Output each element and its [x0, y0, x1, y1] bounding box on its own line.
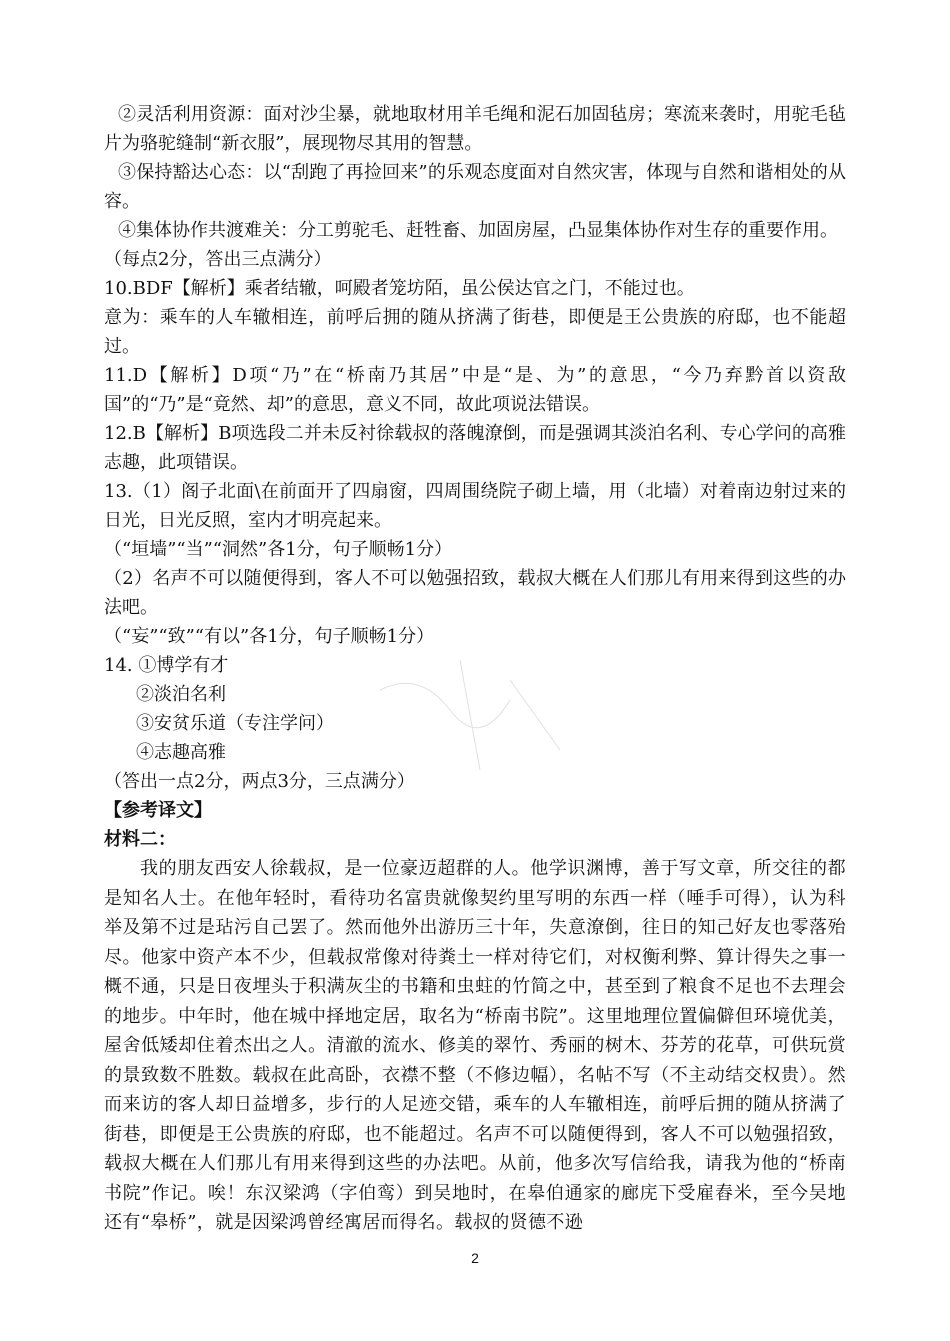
question-10-explanation: 意为：乘车的人车辙相连，前呼后拥的随从挤满了街巷，即便是王公贵族的府邸，也不能超过。 — [104, 307, 846, 357]
score-note: （每点2分，答出三点满分） — [104, 249, 332, 270]
answer-content — [104, 100, 846, 1238]
score-note: （答出一点2分，两点3分，三点满分） — [104, 771, 415, 792]
question-11-answer: 11.D【解析】D项“乃”在“桥南乃其居”中是“是、为”的意思，“今乃弃黔首以资敌国”的“乃”是“竟然、却”的意思，意义不同，故此项说法错误。 — [104, 365, 846, 415]
material-two-heading: 材料二： — [104, 829, 176, 850]
question-13-part1: 13.（1）阁子北面\在前面开了四扇窗，四周围绕院子砌上墙，用（北墙）对着南边射过来的日光，日光反照，室内才明亮起来。 — [104, 481, 846, 531]
score-note: （“妄”“致”“有以”各1分，句子顺畅1分） — [104, 626, 435, 647]
question-14-point: ③安贫乐道（专注学问） — [136, 713, 334, 734]
answer-line: ③保持豁达心态：以“刮跑了再捡回来”的乐观态度面对自然灾害，体现与自然和谐相处的从容。 — [104, 162, 846, 212]
translation-paragraph: 我的朋友西安人徐载叔，是一位豪迈超群的人。他学识渊博，善于写文章，所交往的都是知名人士。在他年轻时，看待功名富贵就像契约里写明的东西一样（唾手可得），认为科举及第不过是玷污自己罢了。然而他外出游历三十年，失意潦倒，往日的知己好友也零落殆尽。他家中资产本不少，但载叔常像对待粪土一样对待它们，对权衡利弊、算计得失之事一概不通，只是日夜埋头于积满灰尘的书籍和虫蛀的竹简之中，甚至到了粮食不足也不去理会的地步。中年时，他在城中择地定居，取名为“桥南书院”。这里地理位置偏僻但环境优美，屋舍低矮却住着杰出之人。清澈的流水、修美的翠竹、秀丽的树木、芬芳的花草，可供玩赏的景致数不胜数。载叔在此高卧，衣襟不整（不修边幅），名帖不写（不主动结交权贵）。然而来访的客人却日益增多，步行的人足迹交错，乘车的人车辙相连，前呼后拥的随从挤满了街巷，即便是王公贵族的府邸，也不能超过。名声不可以随便得到，客人不可以勉强招致，载叔大概在人们那儿有用来得到这些的办法吧。从前，他多次写信给我，请我为他的“桥南书院”作记。唉！东汉梁鸿（字伯鸾）到吴地时，在皋伯通家的廊庑下受雇舂米，至今吴地还有“皋桥”，就是因梁鸿曾经寓居而得名。载叔的贤德不逊 — [104, 858, 846, 1233]
answer-line: ②灵活利用资源：面对沙尘暴，就地取材用羊毛绳和泥石加固毡房；寒流来袭时，用驼毛毡片为骆驼缝制“新衣服”，展现物尽其用的智慧。 — [104, 104, 846, 154]
question-14-point: ④志趣高雅 — [136, 742, 226, 763]
question-12-answer: 12.B【解析】B项选段二并未反衬徐载叔的落魄潦倒，而是强调其淡泊名利、专心学问的高雅志趣，此项错误。 — [104, 423, 846, 473]
question-14-answer: 14. ①博学有才 — [104, 655, 229, 676]
reference-translation-heading: 【参考译文】 — [104, 800, 212, 821]
page-number: 2 — [471, 1250, 479, 1266]
score-note: （“垣墙”“当”“洞然”各1分，句子顺畅1分） — [104, 539, 453, 560]
question-13-part2: （2）名声不可以随便得到，客人不可以勉强招致，载叔大概在人们那儿有用来得到这些的办法吧。 — [104, 568, 846, 618]
answer-line: ④集体协作共渡难关：分工剪驼毛、赶牲畜、加固房屋，凸显集体协作对生存的重要作用。 — [118, 220, 838, 241]
question-10-answer: 10.BDF【解析】乘者结辙，呵殿者笼坊陌，虽公侯达官之门，不能过也。 — [104, 278, 695, 299]
question-14-point: ②淡泊名利 — [136, 684, 226, 705]
